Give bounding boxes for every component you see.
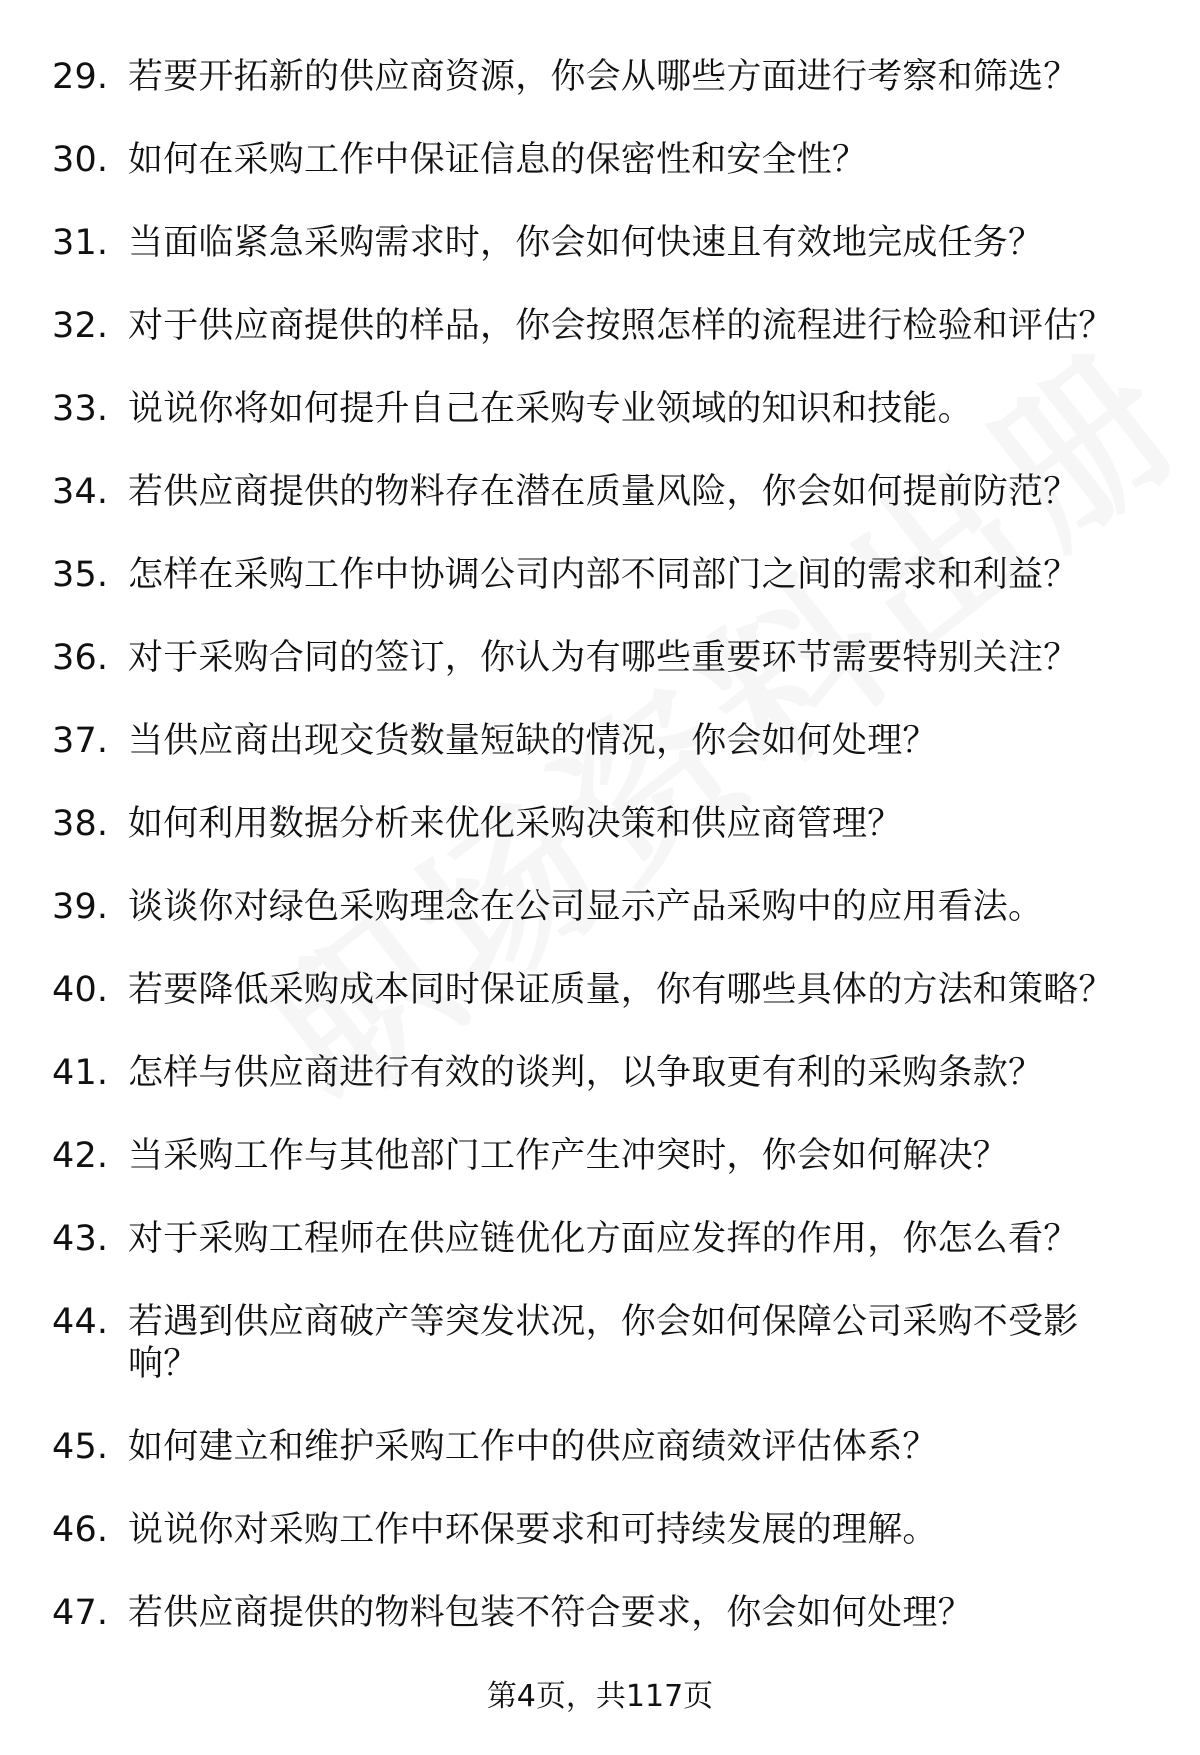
question-number: 38. bbox=[52, 804, 109, 844]
question-item bbox=[0, 139, 1200, 181]
question-item bbox=[0, 1052, 1200, 1094]
question-item bbox=[0, 1301, 1200, 1385]
question-text: 若遇到供应商破产等突发状况，你会如何保障公司采购不受影响？ bbox=[128, 1302, 1079, 1384]
question-text: 对于采购工程师在供应链优化方面应发挥的作用，你怎么看？ bbox=[128, 1219, 1079, 1259]
question-text: 当面临紧急采购需求时，你会如何快速且有效地完成任务？ bbox=[128, 223, 1044, 263]
question-text: 若供应商提供的物料包装不符合要求，你会如何处理？ bbox=[128, 1593, 973, 1633]
question-number: 36. bbox=[52, 638, 109, 678]
question-item bbox=[0, 886, 1200, 928]
question-list bbox=[0, 56, 1200, 1675]
question-number: 42. bbox=[52, 1136, 109, 1176]
question-item bbox=[0, 56, 1200, 98]
question-item bbox=[0, 803, 1200, 845]
question-text: 若要降低采购成本同时保证质量，你有哪些具体的方法和策略？ bbox=[128, 970, 1114, 1010]
question-item bbox=[0, 471, 1200, 513]
question-text: 如何建立和维护采购工作中的供应商绩效评估体系？ bbox=[128, 1427, 938, 1467]
question-item bbox=[0, 1218, 1200, 1260]
question-text: 怎样与供应商进行有效的谈判，以争取更有利的采购条款？ bbox=[128, 1053, 1044, 1093]
question-text: 谈谈你对绿色采购理念在公司显示产品采购中的应用看法。 bbox=[128, 887, 1044, 927]
question-number: 46. bbox=[52, 1510, 109, 1550]
question-number: 34. bbox=[52, 472, 109, 512]
question-item bbox=[0, 222, 1200, 264]
question-number: 39. bbox=[52, 887, 109, 927]
question-item bbox=[0, 637, 1200, 679]
question-number: 32. bbox=[52, 306, 109, 346]
question-item bbox=[0, 1426, 1200, 1468]
question-text: 当采购工作与其他部门工作产生冲突时，你会如何解决？ bbox=[128, 1136, 1009, 1176]
question-text: 若供应商提供的物料存在潜在质量风险，你会如何提前防范？ bbox=[128, 472, 1079, 512]
question-text: 说说你对采购工作中环保要求和可持续发展的理解。 bbox=[128, 1510, 938, 1550]
question-number: 29. bbox=[52, 57, 109, 97]
question-number: 33. bbox=[52, 389, 109, 429]
question-number: 47. bbox=[52, 1593, 109, 1633]
question-number: 35. bbox=[52, 555, 109, 595]
page-footer: 第4页，共117页 bbox=[486, 1679, 714, 1714]
question-item bbox=[0, 554, 1200, 596]
question-text: 怎样在采购工作中协调公司内部不同部门之间的需求和利益？ bbox=[128, 555, 1079, 595]
question-number: 31. bbox=[52, 223, 109, 263]
question-item bbox=[0, 720, 1200, 762]
question-item bbox=[0, 1592, 1200, 1634]
question-text: 若要开拓新的供应商资源，你会从哪些方面进行考察和筛选？ bbox=[128, 57, 1079, 97]
question-item bbox=[0, 969, 1200, 1011]
question-item bbox=[0, 1509, 1200, 1551]
question-text: 对于供应商提供的样品，你会按照怎样的流程进行检验和评估？ bbox=[128, 306, 1114, 346]
question-number: 41. bbox=[52, 1053, 109, 1093]
question-number: 37. bbox=[52, 721, 109, 761]
question-number: 44. bbox=[52, 1302, 109, 1342]
question-text: 对于采购合同的签订，你认为有哪些重要环节需要特别关注？ bbox=[128, 638, 1079, 678]
question-text: 如何在采购工作中保证信息的保密性和安全性？ bbox=[128, 140, 868, 180]
question-number: 40. bbox=[52, 970, 109, 1010]
question-item bbox=[0, 305, 1200, 347]
question-item bbox=[0, 1135, 1200, 1177]
question-number: 30. bbox=[52, 140, 109, 180]
question-text: 当供应商出现交货数量短缺的情况，你会如何处理？ bbox=[128, 721, 938, 761]
question-text: 如何利用数据分析来优化采购决策和供应商管理？ bbox=[128, 804, 903, 844]
question-text: 说说你将如何提升自己在采购专业领域的知识和技能。 bbox=[128, 389, 973, 429]
question-number: 45. bbox=[52, 1427, 109, 1467]
question-item bbox=[0, 388, 1200, 430]
question-number: 43. bbox=[52, 1219, 109, 1259]
